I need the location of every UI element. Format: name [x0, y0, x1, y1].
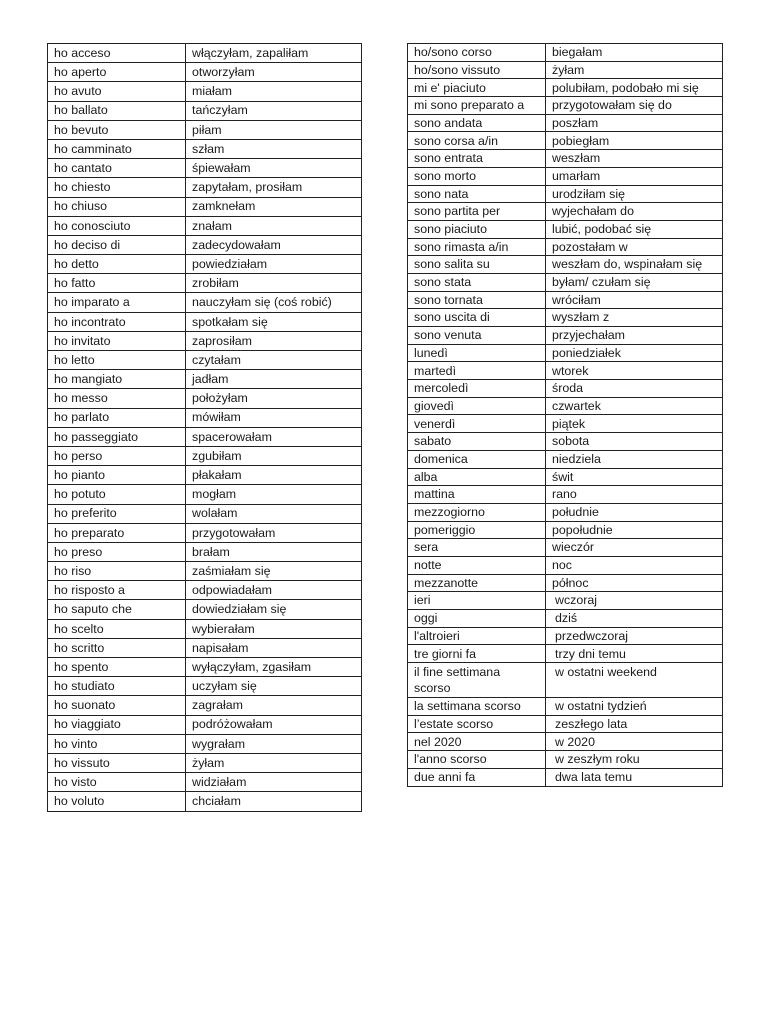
- italian-term: ho spento: [48, 658, 186, 677]
- polish-translation: wyłączyłam, zgasiłam: [186, 658, 362, 677]
- polish-translation: popołudnie: [546, 521, 723, 539]
- polish-translation: trzy dni temu: [546, 645, 723, 663]
- table-row: [48, 581, 362, 600]
- italian-term: ho/sono corso: [408, 44, 546, 62]
- table-row: [48, 44, 362, 63]
- italian-term: ho invitato: [48, 331, 186, 350]
- polish-translation: wolałam: [186, 504, 362, 523]
- italian-term: ho saputo che: [48, 600, 186, 619]
- italian-term: ho preparato: [48, 523, 186, 542]
- italian-term: l'altroieri: [408, 627, 546, 645]
- table-row: [408, 751, 723, 769]
- table-row: [48, 466, 362, 485]
- table-row: [48, 63, 362, 82]
- vocab-table-right-body: [408, 44, 723, 787]
- polish-translation: przygotowałam: [186, 523, 362, 542]
- table-row: [408, 79, 723, 97]
- polish-translation: zagrałam: [186, 696, 362, 715]
- italian-term: sono morto: [408, 167, 546, 185]
- italian-term: ho imparato a: [48, 293, 186, 312]
- polish-translation: napisałam: [186, 638, 362, 657]
- table-row: [48, 619, 362, 638]
- polish-translation: mówiłam: [186, 408, 362, 427]
- table-row: [48, 427, 362, 446]
- italian-term: ho riso: [48, 562, 186, 581]
- italian-term: ho aperto: [48, 63, 186, 82]
- table-row: [48, 523, 362, 542]
- italian-term: ieri: [408, 592, 546, 610]
- polish-translation: żyłam: [186, 753, 362, 772]
- table-row: [48, 542, 362, 561]
- italian-term: ho vinto: [48, 734, 186, 753]
- italian-term: ho vissuto: [48, 753, 186, 772]
- polish-translation: zaprosiłam: [186, 331, 362, 350]
- polish-translation: noc: [546, 556, 723, 574]
- polish-translation: niedziela: [546, 450, 723, 468]
- italian-term: ho studiato: [48, 677, 186, 696]
- polish-translation: odpowiadałam: [186, 581, 362, 600]
- table-row: [408, 539, 723, 557]
- polish-translation: nauczyłam się (coś robić): [186, 293, 362, 312]
- italian-term: mi e' piaciuto: [408, 79, 546, 97]
- polish-translation: rano: [546, 486, 723, 504]
- polish-translation: umarłam: [546, 167, 723, 185]
- italian-term: domenica: [408, 450, 546, 468]
- polish-translation: lubić, podobać się: [546, 220, 723, 238]
- table-row: [408, 486, 723, 504]
- polish-translation: wyjechałam do: [546, 203, 723, 221]
- table-row: [48, 159, 362, 178]
- italian-term: sono partita per: [408, 203, 546, 221]
- polish-translation: widziałam: [186, 773, 362, 792]
- italian-term: lunedì: [408, 344, 546, 362]
- table-row: [408, 380, 723, 398]
- table-row: [408, 503, 723, 521]
- polish-translation: poniedziałek: [546, 344, 723, 362]
- table-row: [408, 185, 723, 203]
- italian-term: ho camminato: [48, 139, 186, 158]
- table-row: [408, 256, 723, 274]
- polish-translation: zrobiłam: [186, 274, 362, 293]
- polish-translation: dziś: [546, 610, 723, 628]
- polish-translation: uczyłam się: [186, 677, 362, 696]
- table-row: [48, 658, 362, 677]
- table-row: [48, 696, 362, 715]
- italian-term: mercoledì: [408, 380, 546, 398]
- polish-translation: byłam/ czułam się: [546, 273, 723, 291]
- table-row: [48, 734, 362, 753]
- italian-term: ho passeggiato: [48, 427, 186, 446]
- italian-term: giovedì: [408, 397, 546, 415]
- table-row: [48, 753, 362, 772]
- polish-translation: piłam: [186, 120, 362, 139]
- italian-term: ho scelto: [48, 619, 186, 638]
- polish-translation: piątek: [546, 415, 723, 433]
- polish-translation: zapytałam, prosiłam: [186, 178, 362, 197]
- polish-translation: świt: [546, 468, 723, 486]
- table-row: [408, 327, 723, 345]
- table-row: [48, 370, 362, 389]
- italian-term: ho cantato: [48, 159, 186, 178]
- table-row: [408, 167, 723, 185]
- table-row: [48, 773, 362, 792]
- polish-translation: zamknełam: [186, 197, 362, 216]
- italian-term: ho pianto: [48, 466, 186, 485]
- italian-term: ho conosciuto: [48, 216, 186, 235]
- table-row: [48, 197, 362, 216]
- italian-term: ho/sono vissuto: [408, 61, 546, 79]
- table-row: [408, 150, 723, 168]
- polish-translation: w ostatni weekend: [546, 663, 723, 698]
- italian-term: venerdì: [408, 415, 546, 433]
- polish-translation: biegałam: [546, 44, 723, 62]
- polish-translation: zgubiłam: [186, 446, 362, 465]
- polish-translation: zaśmiałam się: [186, 562, 362, 581]
- table-row: [48, 216, 362, 235]
- italian-term: sabato: [408, 433, 546, 451]
- italian-term: alba: [408, 468, 546, 486]
- italian-term: sono stata: [408, 273, 546, 291]
- italian-term: l’estate scorso: [408, 715, 546, 733]
- italian-term: sono tornata: [408, 291, 546, 309]
- polish-translation: jadłam: [186, 370, 362, 389]
- polish-translation: przedwczoraj: [546, 627, 723, 645]
- polish-translation: płakałam: [186, 466, 362, 485]
- polish-translation: wyszłam z: [546, 309, 723, 327]
- italian-term: ho deciso di: [48, 235, 186, 254]
- polish-translation: chciałam: [186, 792, 362, 811]
- italian-term: sono andata: [408, 114, 546, 132]
- table-row: [48, 178, 362, 197]
- italian-term: sono salita su: [408, 256, 546, 274]
- table-row: [48, 120, 362, 139]
- polish-translation: zeszłego lata: [546, 715, 723, 733]
- italian-term: ho bevuto: [48, 120, 186, 139]
- polish-translation: wczoraj: [546, 592, 723, 610]
- polish-translation: znałam: [186, 216, 362, 235]
- table-row: [48, 408, 362, 427]
- italian-term: ho incontrato: [48, 312, 186, 331]
- italian-term: sera: [408, 539, 546, 557]
- polish-translation: sobota: [546, 433, 723, 451]
- table-row: [48, 82, 362, 101]
- italian-term: sono rimasta a/in: [408, 238, 546, 256]
- polish-translation: pobiegłam: [546, 132, 723, 150]
- table-row: [408, 645, 723, 663]
- italian-term: il fine settimana scorso: [408, 663, 546, 698]
- polish-translation: dwa lata temu: [546, 768, 723, 786]
- italian-term: ho voluto: [48, 792, 186, 811]
- table-row: [48, 274, 362, 293]
- italian-term: ho ballato: [48, 101, 186, 120]
- italian-term: sono uscita di: [408, 309, 546, 327]
- italian-term: mezzogiorno: [408, 503, 546, 521]
- italian-term: sono piaciuto: [408, 220, 546, 238]
- italian-term: ho scritto: [48, 638, 186, 657]
- table-row: [48, 715, 362, 734]
- table-row: [408, 132, 723, 150]
- italian-term: ho potuto: [48, 485, 186, 504]
- polish-translation: w ostatni tydzień: [546, 698, 723, 716]
- polish-translation: wróciłam: [546, 291, 723, 309]
- italian-term: mezzanotte: [408, 574, 546, 592]
- table-row: [48, 792, 362, 811]
- italian-term: due anni fa: [408, 768, 546, 786]
- table-row: [48, 677, 362, 696]
- italian-term: ho mangiato: [48, 370, 186, 389]
- table-row: [408, 362, 723, 380]
- italian-term: ho parlato: [48, 408, 186, 427]
- polish-translation: południe: [546, 503, 723, 521]
- table-row: [408, 433, 723, 451]
- polish-translation: poszłam: [546, 114, 723, 132]
- polish-translation: położyłam: [186, 389, 362, 408]
- italian-term: ho visto: [48, 773, 186, 792]
- italian-term: l'anno scorso: [408, 751, 546, 769]
- table-row: [408, 61, 723, 79]
- polish-translation: pozostałam w: [546, 238, 723, 256]
- table-row: [48, 485, 362, 504]
- polish-translation: wygrałam: [186, 734, 362, 753]
- polish-translation: brałam: [186, 542, 362, 561]
- italian-term: ho acceso: [48, 44, 186, 63]
- italian-term: ho perso: [48, 446, 186, 465]
- polish-translation: tańczyłam: [186, 101, 362, 120]
- polish-translation: wybierałam: [186, 619, 362, 638]
- table-row: [408, 220, 723, 238]
- polish-translation: w 2020: [546, 733, 723, 751]
- italian-term: oggi: [408, 610, 546, 628]
- polish-translation: wtorek: [546, 362, 723, 380]
- italian-term: la settimana scorso: [408, 698, 546, 716]
- table-row: [408, 344, 723, 362]
- italian-term: sono entrata: [408, 150, 546, 168]
- italian-term: ho risposto a: [48, 581, 186, 600]
- polish-translation: czwartek: [546, 397, 723, 415]
- table-row: [408, 715, 723, 733]
- italian-term: ho chiesto: [48, 178, 186, 197]
- italian-term: ho fatto: [48, 274, 186, 293]
- table-row: [48, 446, 362, 465]
- polish-translation: północ: [546, 574, 723, 592]
- table-row: [408, 291, 723, 309]
- polish-translation: środa: [546, 380, 723, 398]
- table-row: [48, 638, 362, 657]
- polish-translation: w zeszłym roku: [546, 751, 723, 769]
- table-row: [408, 309, 723, 327]
- table-row: [48, 351, 362, 370]
- polish-translation: podróżowałam: [186, 715, 362, 734]
- table-row: [48, 600, 362, 619]
- table-row: [48, 389, 362, 408]
- polish-translation: powiedziałam: [186, 255, 362, 274]
- polish-translation: czytałam: [186, 351, 362, 370]
- italian-term: tre giorni fa: [408, 645, 546, 663]
- italian-term: ho avuto: [48, 82, 186, 101]
- table-row: [408, 663, 723, 698]
- polish-translation: przygotowałam się do: [546, 97, 723, 115]
- table-row: [408, 698, 723, 716]
- table-row: [48, 139, 362, 158]
- italian-term: ho chiuso: [48, 197, 186, 216]
- italian-term: pomeriggio: [408, 521, 546, 539]
- italian-term: martedì: [408, 362, 546, 380]
- table-row: [408, 574, 723, 592]
- table-row: [48, 504, 362, 523]
- italian-term: ho preferito: [48, 504, 186, 523]
- italian-term: ho messo: [48, 389, 186, 408]
- italian-term: ho letto: [48, 351, 186, 370]
- polish-translation: spotkałam się: [186, 312, 362, 331]
- italian-term: mi sono preparato a: [408, 97, 546, 115]
- italian-term: sono nata: [408, 185, 546, 203]
- polish-translation: dowiedziałam się: [186, 600, 362, 619]
- table-row: [408, 556, 723, 574]
- vocab-table-right: [407, 43, 723, 787]
- polish-translation: otworzyłam: [186, 63, 362, 82]
- table-row: [408, 610, 723, 628]
- italian-term: notte: [408, 556, 546, 574]
- italian-term: nel 2020: [408, 733, 546, 751]
- table-row: [408, 768, 723, 786]
- polish-translation: zadecydowałam: [186, 235, 362, 254]
- polish-translation: urodziłam się: [546, 185, 723, 203]
- polish-translation: przyjechałam: [546, 327, 723, 345]
- polish-translation: śpiewałam: [186, 159, 362, 178]
- table-row: [48, 235, 362, 254]
- table-row: [48, 562, 362, 581]
- polish-translation: szłam: [186, 139, 362, 158]
- table-row: [48, 101, 362, 120]
- polish-translation: włączyłam, zapaliłam: [186, 44, 362, 63]
- italian-term: mattina: [408, 486, 546, 504]
- polish-translation: weszłam do, wspinałam się: [546, 256, 723, 274]
- table-row: [408, 97, 723, 115]
- table-row: [48, 312, 362, 331]
- table-row: [408, 592, 723, 610]
- table-row: [408, 273, 723, 291]
- table-row: [48, 331, 362, 350]
- italian-term: ho suonato: [48, 696, 186, 715]
- polish-translation: polubiłam, podobało mi się: [546, 79, 723, 97]
- polish-translation: spacerowałam: [186, 427, 362, 446]
- table-row: [48, 293, 362, 312]
- italian-term: ho viaggiato: [48, 715, 186, 734]
- vocab-table-left: [47, 43, 362, 812]
- table-row: [408, 733, 723, 751]
- polish-translation: miałam: [186, 82, 362, 101]
- table-row: [408, 114, 723, 132]
- table-row: [408, 468, 723, 486]
- polish-translation: mogłam: [186, 485, 362, 504]
- table-row: [408, 203, 723, 221]
- italian-term: sono corsa a/in: [408, 132, 546, 150]
- table-row: [408, 397, 723, 415]
- polish-translation: weszłam: [546, 150, 723, 168]
- italian-term: sono venuta: [408, 327, 546, 345]
- vocab-table-left-body: [48, 44, 362, 812]
- table-row: [48, 255, 362, 274]
- table-row: [408, 44, 723, 62]
- italian-term: ho preso: [48, 542, 186, 561]
- italian-term: ho detto: [48, 255, 186, 274]
- table-row: [408, 238, 723, 256]
- table-row: [408, 415, 723, 433]
- table-row: [408, 450, 723, 468]
- table-row: [408, 627, 723, 645]
- polish-translation: wieczór: [546, 539, 723, 557]
- table-row: [408, 521, 723, 539]
- polish-translation: żyłam: [546, 61, 723, 79]
